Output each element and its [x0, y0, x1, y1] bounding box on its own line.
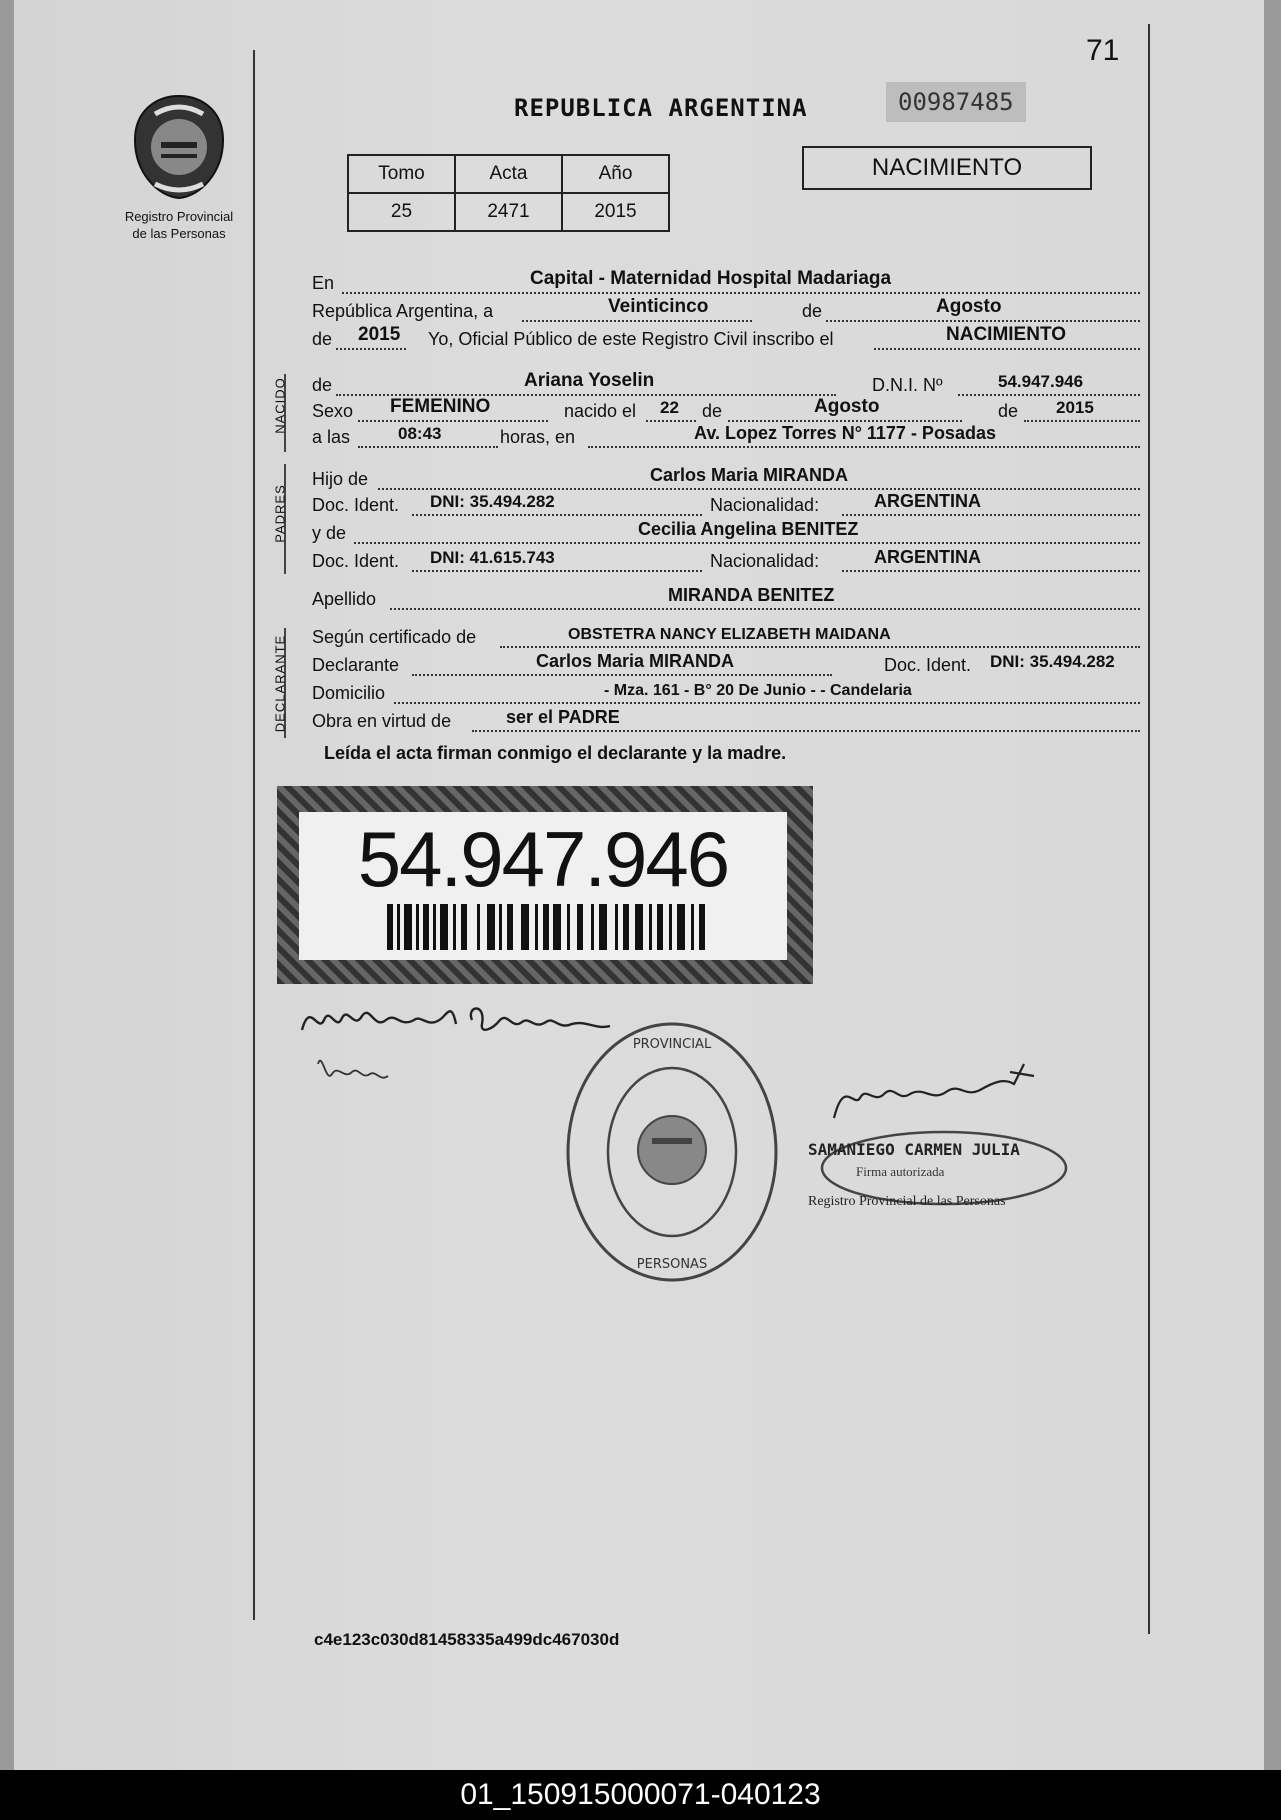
dotted-line	[842, 570, 1140, 572]
dotted-line	[1024, 420, 1140, 422]
serial-number: 00987485	[886, 82, 1026, 122]
logo-caption-1: Registro Provincial	[124, 209, 234, 224]
form-row-obra	[312, 708, 1140, 734]
form-row-nombre	[312, 372, 1140, 398]
value-inscribo: NACIMIENTO	[946, 324, 1066, 345]
value-apellido: MIRANDA BENITEZ	[668, 585, 835, 605]
table-header-tomo: Tomo	[348, 155, 455, 193]
value-mes: Agosto	[936, 296, 1002, 317]
label-domicilio: Domicilio	[312, 683, 386, 703]
barcode-number: 54.947.946	[357, 815, 729, 903]
value-nacido-mes: Agosto	[814, 396, 880, 417]
barcode-icon	[387, 904, 707, 950]
left-border-line	[253, 50, 255, 1620]
dotted-line	[874, 348, 1140, 350]
dotted-line	[412, 674, 832, 676]
logo-caption-2: de las Personas	[132, 226, 226, 241]
dotted-line	[522, 320, 752, 322]
official-stamp-name: SAMANIEGO CARMEN JULIA	[808, 1140, 1020, 1159]
dotted-line	[342, 292, 1140, 294]
dotted-line	[646, 420, 696, 422]
label-de: de	[702, 401, 723, 421]
label-horas-en: horas, en	[500, 427, 576, 447]
value-domicilio: - Mza. 161 - B° 20 De Junio - - Candelaria	[604, 682, 912, 699]
label-nacionalidad: Nacionalidad:	[710, 495, 820, 515]
svg-text:PERSONAS: PERSONAS	[636, 1257, 708, 1272]
form-row-madre-doc	[312, 548, 1140, 574]
dotted-line	[412, 570, 702, 572]
dotted-line	[394, 702, 1140, 704]
form-row-certificado	[312, 624, 1140, 650]
table-value-acta: 2471	[455, 193, 562, 231]
value-nacido-dia: 22	[660, 398, 679, 417]
value-padre: Carlos Maria MIRANDA	[650, 465, 849, 485]
form-row-en	[312, 270, 1140, 296]
dotted-line	[588, 446, 1140, 448]
value-madre: Cecilia Angelina BENITEZ	[638, 519, 859, 539]
dotted-line	[390, 608, 1140, 610]
label-de: de	[312, 375, 333, 395]
form-row-sexo	[312, 398, 1140, 424]
label-en: En	[312, 273, 335, 293]
label-sexo: Sexo	[312, 401, 354, 421]
value-obra: ser el PADRE	[506, 707, 620, 727]
form-row-padre-doc	[312, 492, 1140, 518]
dotted-line	[728, 420, 962, 422]
form-row-apellido	[312, 586, 1140, 612]
document-page	[14, 0, 1264, 1770]
value-dia: Veinticinco	[608, 296, 709, 317]
value-dni: 54.947.946	[998, 372, 1084, 391]
section-label-declarante: DECLARANTE	[272, 634, 288, 733]
dotted-line	[826, 320, 1140, 322]
right-border-line	[1148, 24, 1150, 1634]
closing-statement: Leída el acta firman conmigo el declarante y la madre.	[324, 743, 787, 763]
value-lugar-inscripcion: Capital - Maternidad Hospital Madariaga	[530, 268, 892, 289]
form-row-fecha	[312, 298, 1140, 324]
value-nombre: Ariana Yoselin	[524, 370, 655, 391]
section-label-padres: PADRES	[272, 484, 288, 543]
form-row-domicilio	[312, 680, 1140, 706]
label-nacido: nacido el	[564, 401, 637, 421]
dotted-line	[500, 646, 1140, 648]
label-nacionalidad: Nacionalidad:	[710, 551, 820, 571]
document-hash: c4e123c030d81458335a499dc467030d	[314, 1630, 620, 1649]
label-hijo-de: Hijo de	[312, 469, 369, 489]
dotted-line	[958, 394, 1140, 396]
label-obra: Obra en virtud de	[312, 711, 452, 731]
label-certificado: Según certificado de	[312, 627, 477, 647]
form-row-padre	[312, 466, 1140, 492]
form-row-hora	[312, 424, 1140, 450]
official-signature	[814, 1058, 1074, 1208]
value-hora: 08:43	[398, 424, 442, 443]
barcode-inner	[299, 812, 787, 960]
label-apellido: Apellido	[312, 589, 377, 609]
page-number: 71	[1086, 34, 1120, 67]
value-declarante-doc: DNI: 35.494.282	[990, 652, 1115, 671]
official-stamp-line3: Registro Provincial de las Personas	[808, 1194, 1006, 1209]
label-doc-ident: Doc. Ident.	[312, 495, 400, 515]
province-logo	[104, 92, 254, 241]
record-type-box: NACIMIENTO	[802, 146, 1092, 190]
value-sexo: FEMENINO	[390, 396, 491, 417]
value-declarante: Carlos Maria MIRANDA	[536, 651, 735, 671]
record-table	[347, 154, 670, 232]
dotted-line	[358, 446, 498, 448]
label-republica: República Argentina, a	[312, 301, 494, 321]
table-value-anio: 2015	[562, 193, 669, 231]
dotted-line	[358, 420, 548, 422]
dotted-line	[336, 348, 406, 350]
official-stamp-line2: Firma autorizada	[856, 1164, 945, 1179]
registry-seal-stamp	[562, 1018, 782, 1286]
value-lugar-nacimiento: Av. Lopez Torres N° 1177 - Posadas	[694, 423, 996, 443]
label-doc-ident: Doc. Ident.	[884, 655, 972, 675]
label-dni: D.N.I. Nº	[872, 375, 943, 395]
table-value-tomo: 25	[348, 193, 455, 231]
svg-text:PROVINCIAL: PROVINCIAL	[632, 1037, 712, 1052]
document-title: REPUBLICA ARGENTINA	[514, 94, 808, 122]
label-y-de: y de	[312, 523, 347, 543]
dotted-line	[472, 730, 1140, 732]
value-madre-nacionalidad: ARGENTINA	[874, 547, 981, 567]
footer-id-bar: 01_150915000071-040123	[0, 1770, 1281, 1820]
label-declarante: Declarante	[312, 655, 400, 675]
barcode-label	[277, 786, 813, 984]
value-nacido-anio: 2015	[1056, 398, 1094, 417]
label-de: de	[312, 329, 333, 349]
value-padre-nacionalidad: ARGENTINA	[874, 491, 981, 511]
form-row-declarante	[312, 652, 1140, 678]
dotted-line	[412, 514, 702, 516]
dotted-line	[354, 542, 1140, 544]
label-de: de	[998, 401, 1019, 421]
dotted-line	[842, 514, 1140, 516]
table-header-anio: Año	[562, 155, 669, 193]
form-row-madre	[312, 520, 1140, 546]
form-row-inscribo	[312, 326, 1140, 352]
value-certificado: OBSTETRA NANCY ELIZABETH MAIDANA	[568, 626, 891, 643]
value-padre-doc: DNI: 35.494.282	[430, 492, 555, 511]
label-doc-ident: Doc. Ident.	[312, 551, 400, 571]
label-de: de	[802, 301, 823, 321]
label-alas: a las	[312, 427, 351, 447]
province-crest-icon	[131, 92, 227, 202]
value-anio: 2015	[358, 324, 401, 345]
value-madre-doc: DNI: 41.615.743	[430, 548, 555, 567]
table-header-acta: Acta	[455, 155, 562, 193]
label-yo-oficial: Yo, Oficial Público de este Registro Civil inscribo el	[428, 329, 834, 349]
section-label-nacido: NACIDO	[272, 377, 288, 434]
dotted-line	[378, 488, 1140, 490]
